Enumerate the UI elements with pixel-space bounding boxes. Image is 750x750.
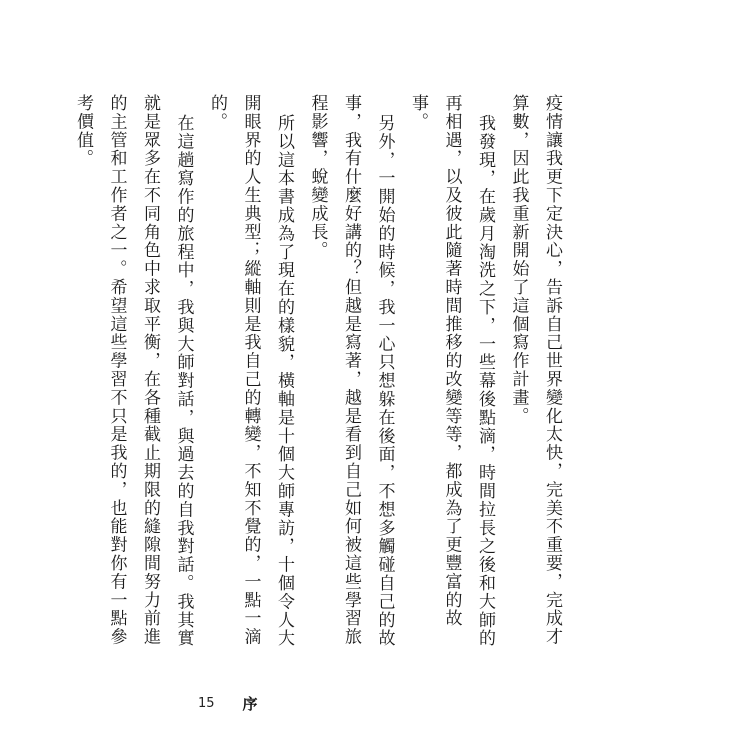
- page-number: 15: [198, 696, 215, 711]
- paragraph-1: 疫情讓我更下定決心，告訴自己世界變化太快，完美不重要，完成才算數，因此我重新開始了這個寫作計畫。: [508, 94, 562, 646]
- paragraph-2: 我發現，在歲月淘洗之下，一些幕後點滴，時間拉長之後和大師的再相遇，以及彼此隨著時間推移的改變等等，都成為了更豐富的故事。: [408, 94, 495, 648]
- page-footer: [198, 693, 258, 714]
- paragraph-4: 所以這本書成為了現在的樣貌，橫軸是十個大師專訪，十個令人大開眼界的人生典型；縱軸則是我自己的轉變，不知不覺的，一點一滴的。: [207, 94, 294, 648]
- body-text: [66, 94, 569, 654]
- section-title: 序: [242, 695, 258, 713]
- paragraph-5: 在這趟寫作的旅程中，我與大師對話，與過去的自我對話。我其實就是眾多在不同角色中求取平衡，在各種截止期限的縫隙間努力前進的主管和工作者之一。希望這些學習不只是我的，也能對你有一點參考價值。: [73, 94, 194, 648]
- paragraph-3: 另外，一開始的時候，我一心只想躲在後面，不想多觸碰自己的故事，我有什麼好講的？但越是寫著，越是看到自己如何被這些學習旅程影響，蛻變成長。: [307, 94, 395, 648]
